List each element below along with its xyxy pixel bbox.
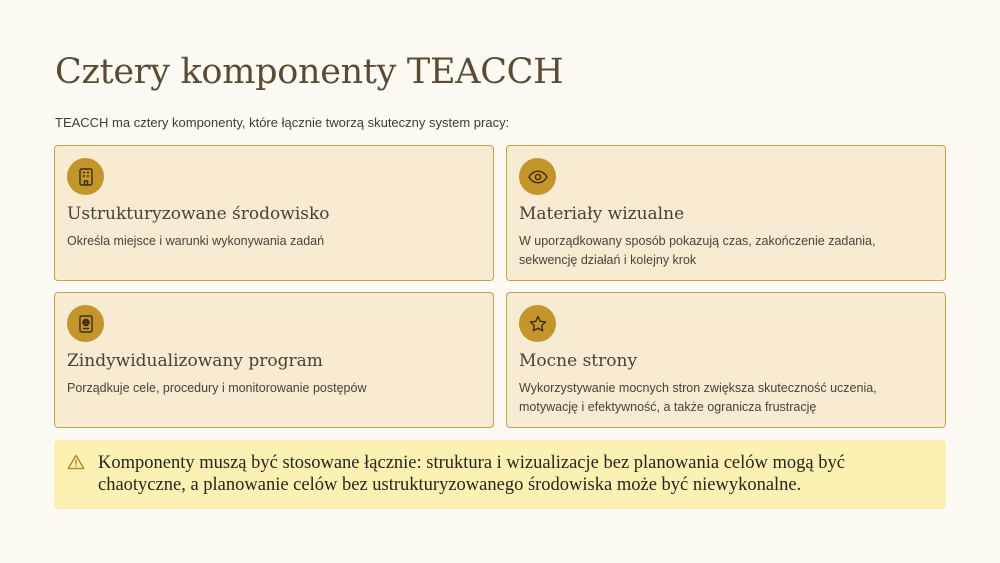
passport-icon bbox=[67, 305, 104, 342]
card-visual-materials bbox=[506, 145, 946, 281]
card-description: Wykorzystywanie mocnych stron zwiększa skuteczność uczenia, motywację i efektywność, a także ogranicza frustrację bbox=[519, 381, 877, 414]
card-title: Materiały wizualne bbox=[519, 204, 685, 224]
card-structured-environment bbox=[54, 145, 494, 281]
card-strengths bbox=[506, 292, 946, 428]
card-title: Zindywidualizowany program bbox=[67, 351, 323, 371]
callout-text: Komponenty muszą być stosowane łącznie: struktura i wizualizacje bez planowania celów mogą być chaotyczne, a planowanie celów bez ustrukturyzowanego środowiska może być niewykonalne. bbox=[98, 453, 845, 495]
warning-callout bbox=[54, 440, 946, 509]
warning-icon bbox=[67, 454, 85, 475]
card-title: Ustrukturyzowane środowisko bbox=[67, 204, 330, 224]
building-icon bbox=[67, 158, 104, 195]
eye-icon bbox=[519, 158, 556, 195]
card-description: W uporządkowany sposób pokazują czas, zakończenie zadania, sekwencję działań i kolejny krok bbox=[519, 234, 876, 267]
intro-text: TEACCH ma cztery komponenty, które łącznie tworzą skuteczny system pracy: bbox=[55, 115, 510, 130]
card-individualized-program bbox=[54, 292, 494, 428]
card-description: Określa miejsce i warunki wykonywania zadań bbox=[67, 234, 325, 248]
slide-title: Cztery komponenty TEACCH bbox=[55, 52, 564, 92]
card-description: Porządkuje cele, procedury i monitorowanie postępów bbox=[67, 381, 367, 395]
card-title: Mocne strony bbox=[519, 351, 638, 371]
star-icon bbox=[519, 305, 556, 342]
